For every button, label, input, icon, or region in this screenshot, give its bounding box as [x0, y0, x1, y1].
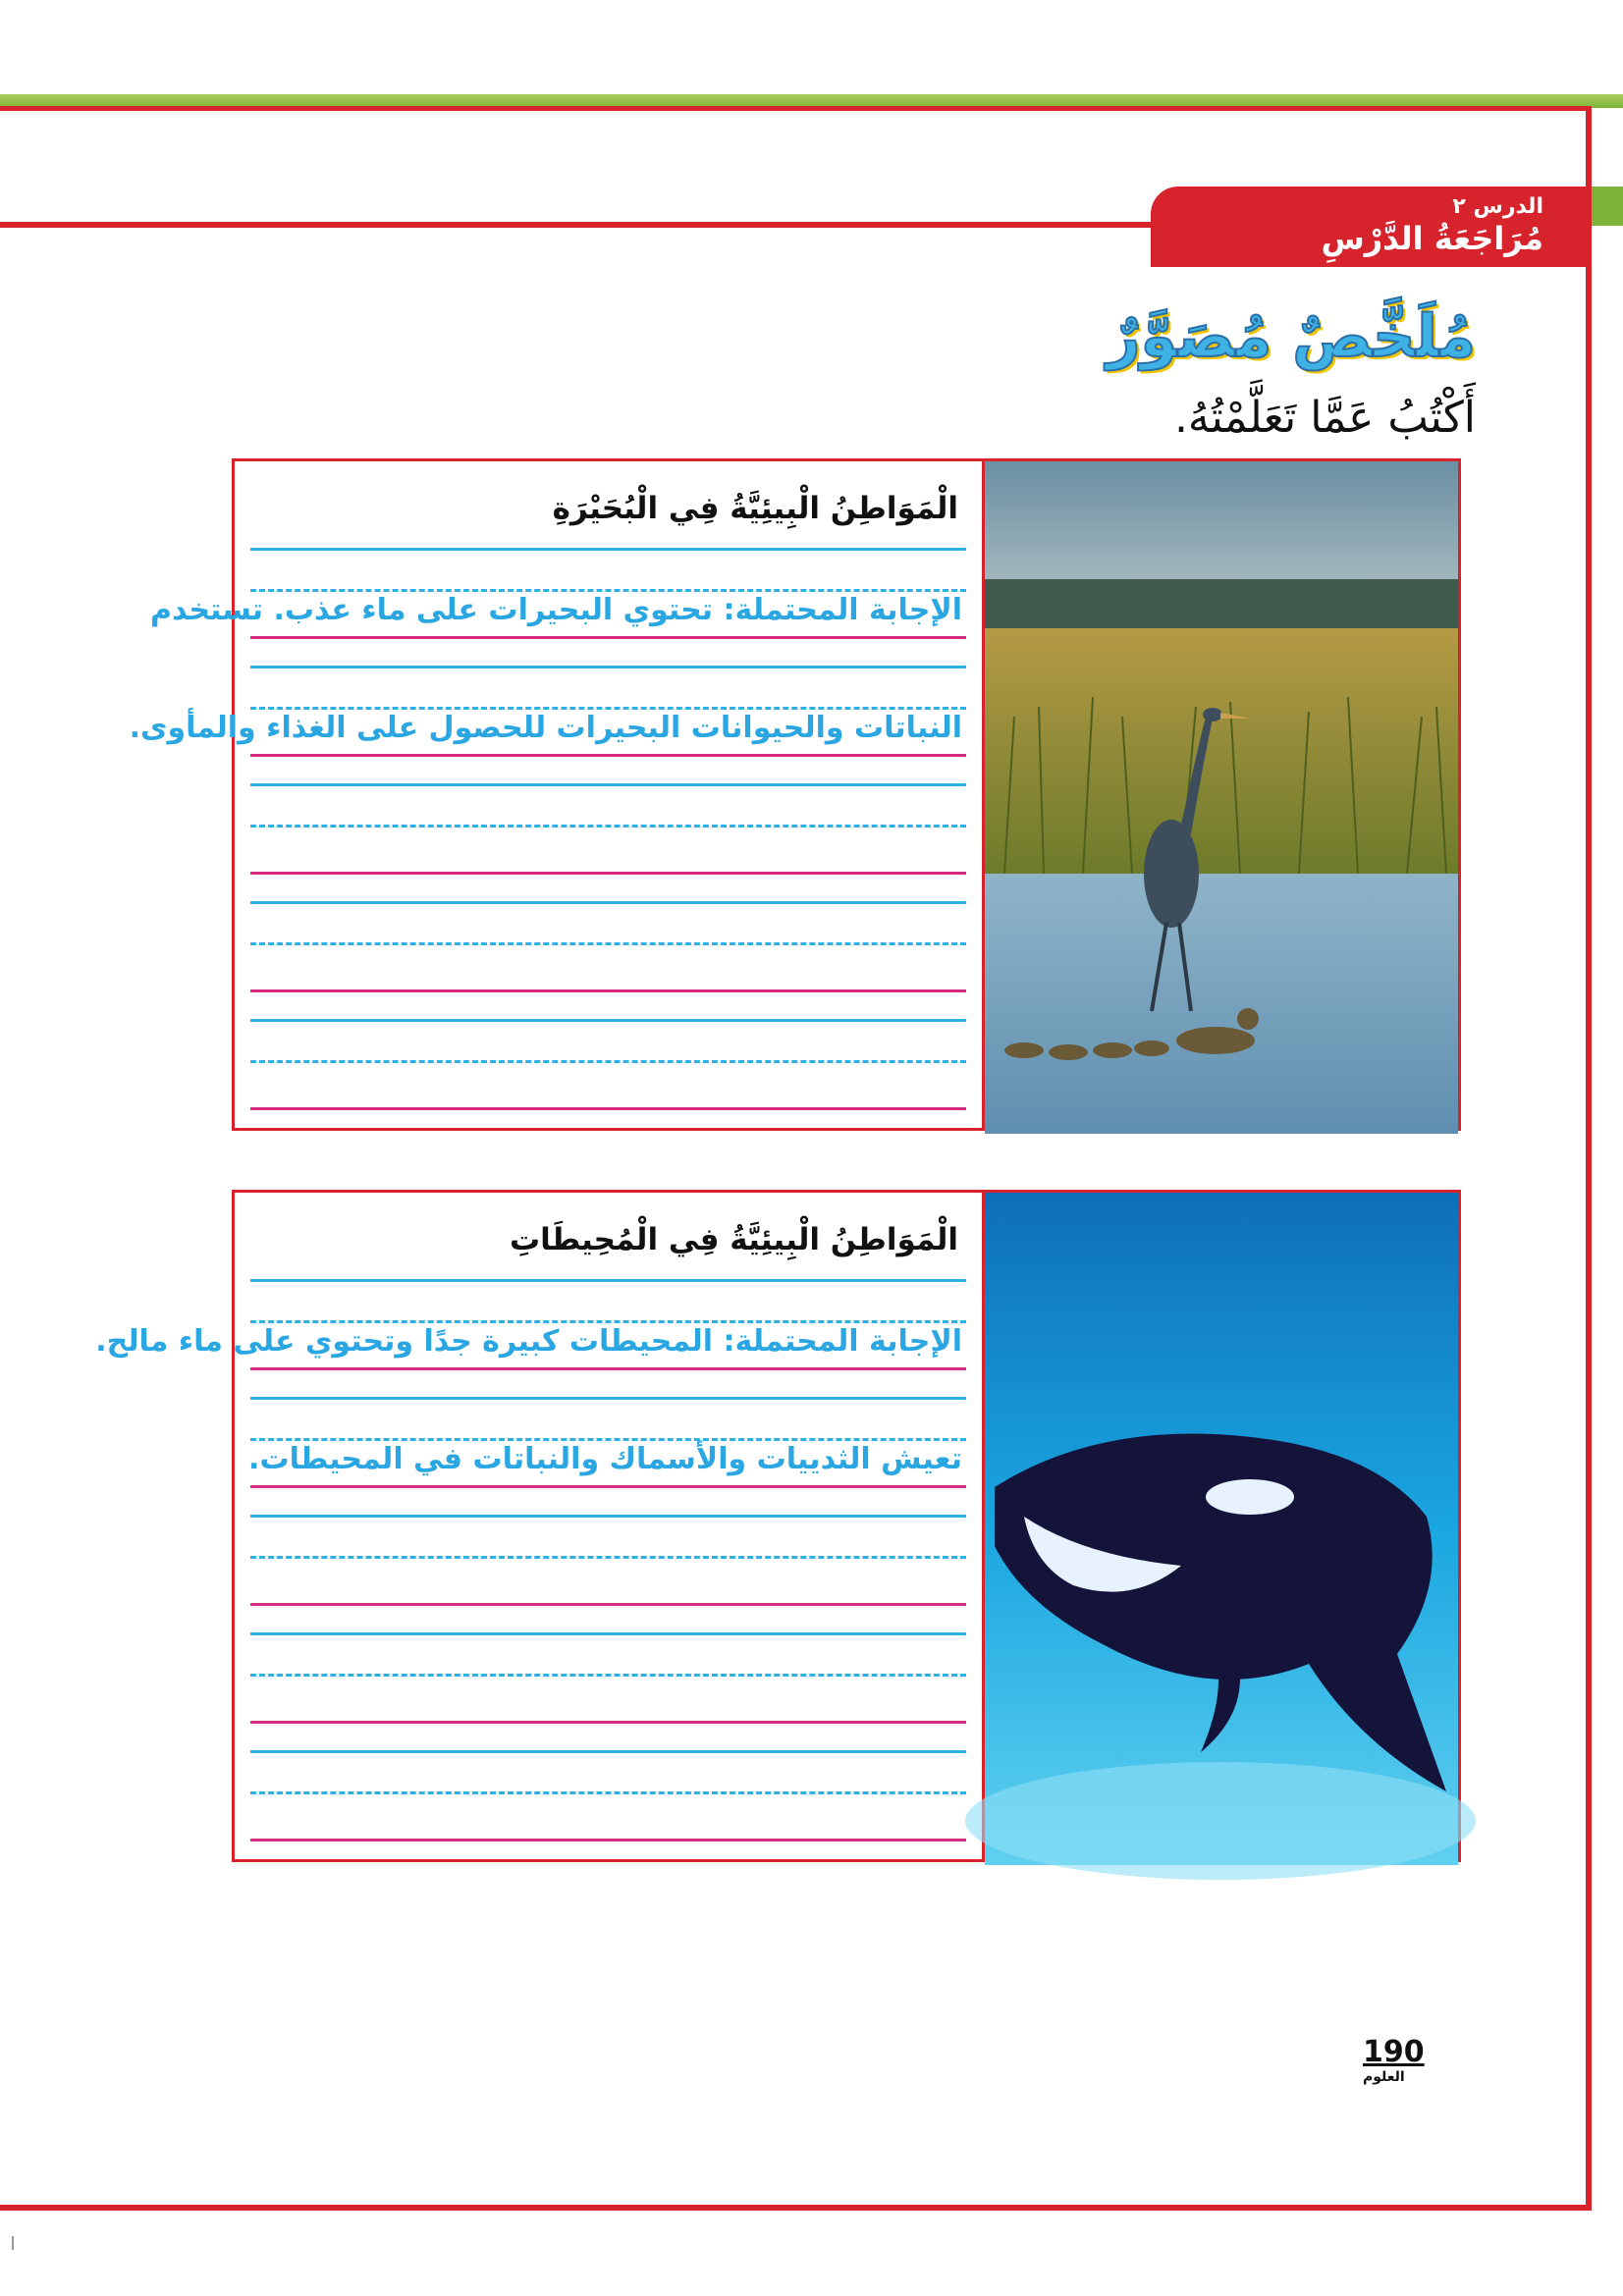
lesson-tab — [1151, 187, 1589, 267]
writing-line — [250, 942, 966, 945]
writing-line — [250, 989, 966, 992]
orca-ocean-photo — [985, 1193, 1458, 1859]
writing-line — [250, 707, 966, 710]
heron-lake-photo — [985, 461, 1458, 1128]
writing-line — [250, 1279, 966, 1282]
header-red-rule — [0, 222, 1168, 228]
page-frame-bottom — [0, 2205, 1592, 2211]
answer-text: الإجابة المحتملة: المحيطات كبيرة جدًا وتحتوي على ماء مالح. — [95, 1324, 962, 1359]
crop-mark — [12, 2236, 14, 2250]
writing-line — [250, 548, 966, 551]
writing-line — [250, 1367, 966, 1370]
writing-line — [250, 636, 966, 639]
page-frame-right — [1586, 106, 1592, 2209]
page-frame-top — [0, 106, 1591, 111]
writing-area — [95, 1193, 985, 1859]
lesson-title: مُرَاجَعَةُ الدَّرْسِ — [1321, 220, 1543, 257]
writing-line — [250, 1438, 966, 1441]
writing-line — [250, 1750, 966, 1753]
writing-line — [250, 1791, 966, 1794]
writing-line — [250, 783, 966, 786]
header-green-tab — [1592, 187, 1623, 226]
writing-line — [250, 1107, 966, 1110]
card-title: الْمَوَاطِنُ الْبِيئِيَّةُ فِي الْمُحِيطَاتِ — [510, 1222, 958, 1257]
writing-line — [250, 1721, 966, 1724]
answer-text: النباتات والحيوانات البحيرات للحصول على الغذاء والمأوى. — [129, 711, 962, 745]
answer-text: الإجابة المحتملة: تحتوي البحيرات على ماء عذب. تستخدم — [150, 593, 962, 627]
copyright-note — [84, 1370, 112, 2008]
writing-line — [250, 825, 966, 828]
writing-line — [250, 1060, 966, 1063]
writing-line — [250, 1556, 966, 1559]
writing-line — [250, 1632, 966, 1635]
writing-line — [250, 754, 966, 757]
writing-line — [250, 1674, 966, 1677]
writing-line — [250, 1397, 966, 1400]
writing-line — [250, 589, 966, 592]
writing-line — [250, 1515, 966, 1518]
ocean-habitat-card — [95, 1190, 1461, 1862]
answer-text: تعيش الثدييات والأسماك والنباتات في المحيطات. — [248, 1442, 962, 1476]
page-subject-label: العلوم — [1363, 2069, 1405, 2085]
instruction-text: أَكْتُبُ عَمَّا تَعَلَّمْتُهُ. — [1173, 393, 1476, 443]
writing-line — [250, 1320, 966, 1323]
writing-line — [250, 1839, 966, 1842]
writing-area — [129, 461, 985, 1128]
writing-line — [250, 872, 966, 875]
writing-line — [250, 901, 966, 904]
writing-line — [250, 1485, 966, 1488]
copyright-note — [84, 571, 112, 1082]
lesson-number: الدرس ٢ — [1452, 194, 1543, 219]
summary-title: مُلَخَّصٌ مُصَوَّرٌ — [1106, 302, 1476, 371]
page-number: 190 — [1363, 2035, 1425, 2069]
writing-line — [250, 666, 966, 668]
writing-line — [250, 1603, 966, 1606]
writing-line — [250, 1019, 966, 1022]
card-title: الْمَوَاطِنُ الْبِيئِيَّةُ فِي الْبُحَيْرَةِ — [552, 491, 958, 526]
lake-habitat-card — [129, 458, 1461, 1131]
